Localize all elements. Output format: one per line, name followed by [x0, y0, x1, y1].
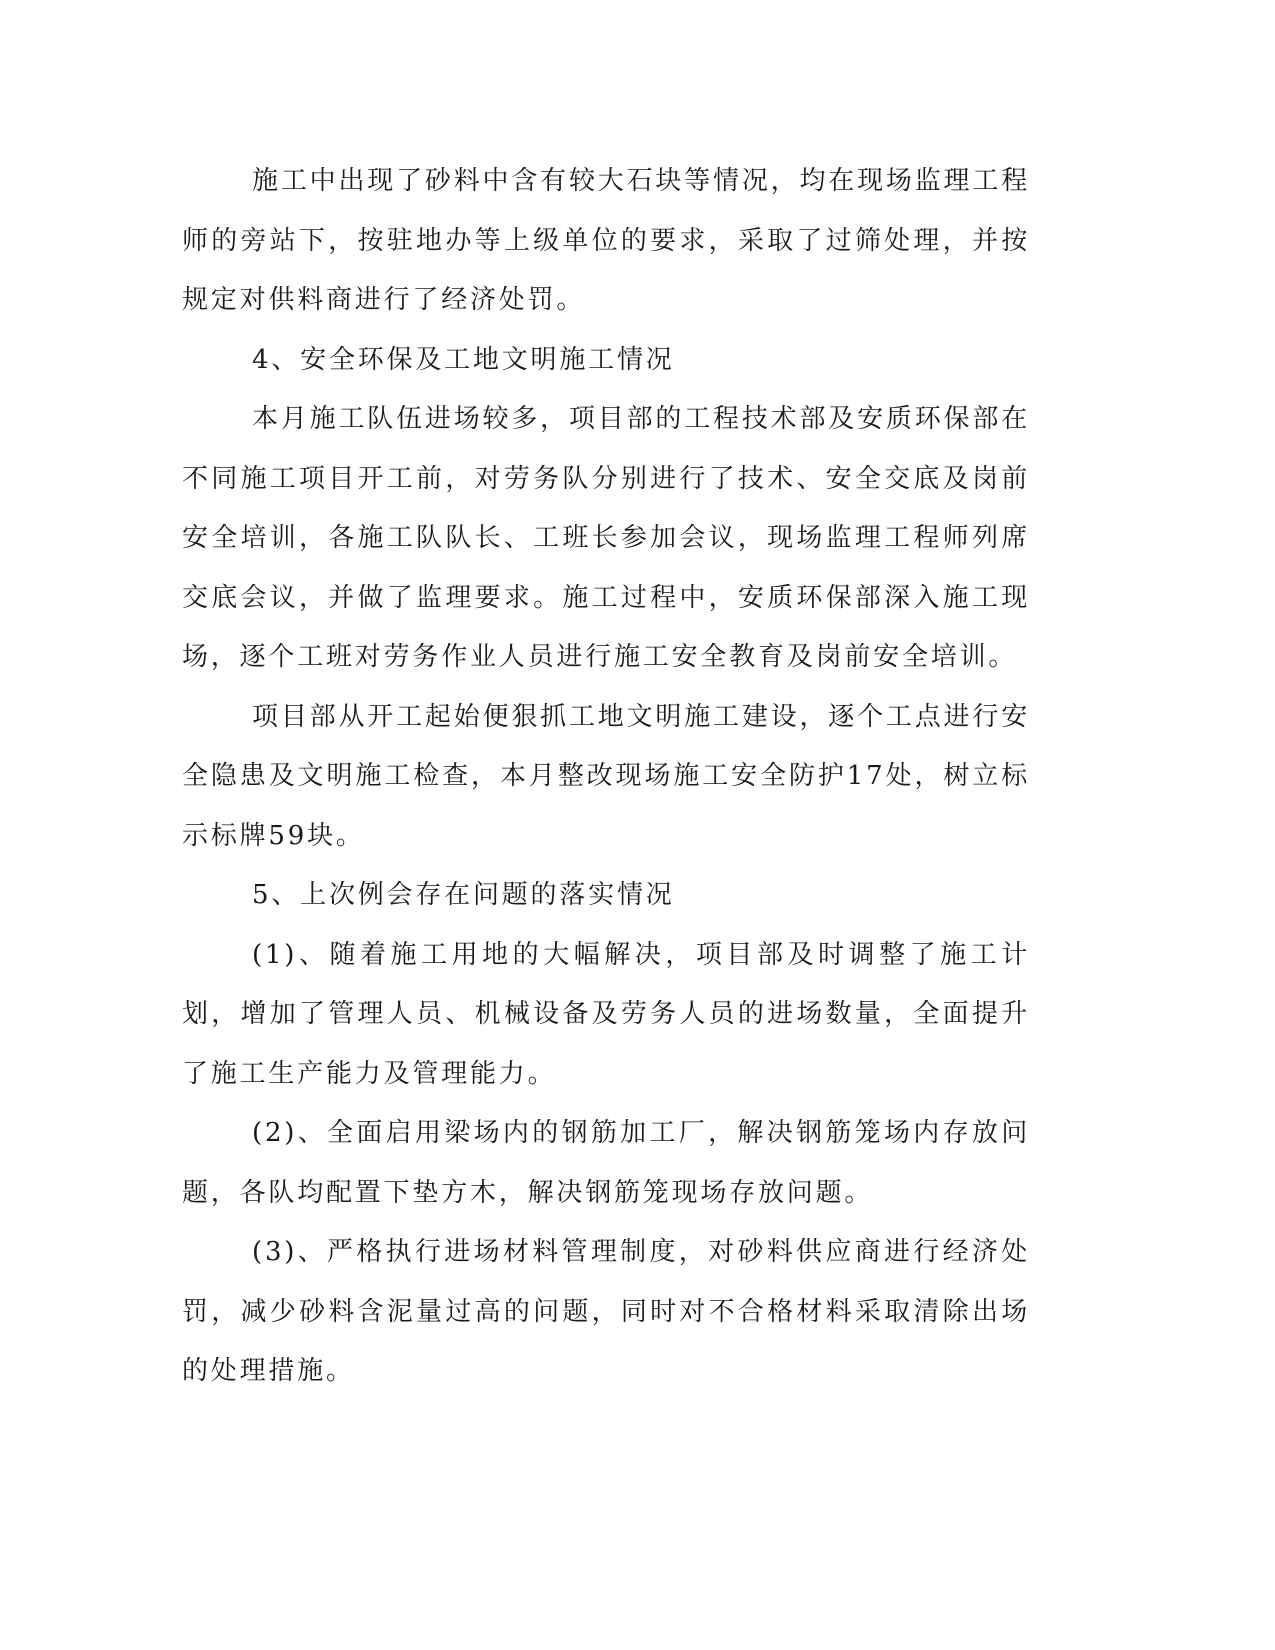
list-item-3: (3)、严格执行进场材料管理制度，对砂料供应商进行经济处罚，减少砂料含泥量过高的问题，同时对不合格材料采取清除出场的处理措施。 [182, 1237, 1030, 1386]
list-item-2: (2)、全面启用梁场内的钢筋加工厂，解决钢筋笼场内存放问题，各队均配置下垫方木，解决钢筋笼现场存放问题。 [182, 1118, 1030, 1208]
section-heading-followup: 5、上次例会存在问题的落实情况 [252, 880, 675, 910]
paragraph-sand-handling: 施工中出现了砂料中含有较大石块等情况，均在现场监理工程师的旁站下，按驻地办等上级单位的要求，采取了过筛处理，并按规定对供料商进行了经济处罚。 [182, 166, 1030, 315]
paragraph-civilized-construction: 项目部从开工起始便狠抓工地文明施工建设，逐个工点进行安全隐患及文明施工检查，本月整改现场施工安全防护17处，树立标示标牌59块。 [182, 701, 1030, 851]
section-heading-safety: 4、安全环保及工地文明施工情况 [252, 344, 675, 375]
paragraph-safety-training: 本月施工队伍进场较多，项目部的工程技术部及安质环保部在不同施工项目开工前，对劳务队分别进行了技术、安全交底及岗前安全培训，各施工队队长、工班长参加会议，现场监理工程师列席交底会议，并做了监理要求。施工过程中，安质环保部深入施工现场，逐个工班对劳务作业人员进行施工安全教育及岗前安全培训。 [182, 404, 1030, 672]
list-item-1: (1)、随着施工用地的大幅解决，项目部及时调整了施工计划，增加了管理人员、机械设备及劳务人员的进场数量，全面提升了施工生产能力及管理能力。 [182, 939, 1030, 1089]
document-page [182, 152, 1030, 1402]
